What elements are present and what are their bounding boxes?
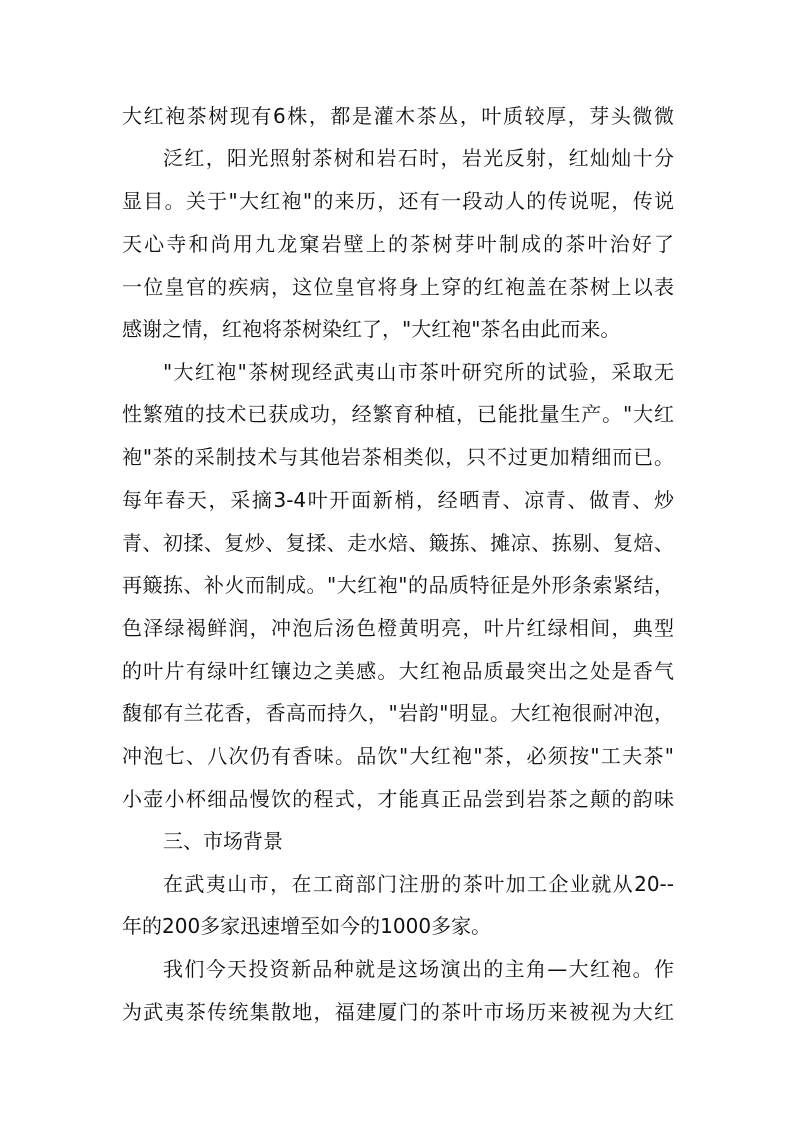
text-line: 袍"茶的采制技术与其他岩茶相类似，只不过更加精细而已。 [122,445,674,469]
text-line: 性繁殖的技术已获成功，经繁育种植，已能批量生产。"大红 [122,402,674,426]
text-line: 感谢之情，红袍将茶树染红了，"大红袍"茶名由此而来。 [122,317,621,341]
text-line: 馥郁有兰花香，香高而持久，"岩韵"明显。大红袍很耐冲泡， [122,701,674,725]
text-line: 每年春天，采摘3-4叶开面新梢，经晒青、凉青、做青、炒 [122,488,674,512]
text-line: "大红袍"茶树现经武夷山市茶叶研究所的试验，采取无 [163,360,674,384]
text-line: 一位皇官的疾病，这位皇官将身上穿的红袍盖在茶树上以表 [122,275,674,299]
text-line: 色泽绿褐鲜润，冲泡后汤色橙黄明亮，叶片红绿相间，典型 [122,616,674,640]
text-line: 大红袍茶树现有6株，都是灌木茶丛，叶质较厚，芽头微微 [122,104,674,128]
text-line: 为武夷茶传统集散地，福建厦门的茶叶市场历来被视为大红 [122,1000,674,1024]
text-line: 我们今天投资新品种就是这场演出的主角—大红袍。作 [163,957,674,981]
text-line: 显目。关于"大红袍"的来历，还有一段动人的传说呢，传说 [122,189,674,213]
section-heading: 三、市场背景 [163,829,283,853]
text-line: 天心寺和尚用九龙窠岩壁上的茶树芽叶制成的茶叶治好了 [122,232,674,256]
text-line: 冲泡七、八次仍有香味。品饮"大红袍"茶，必须按"工夫茶" [122,744,674,768]
text-line: 青、初揉、复炒、复揉、走水焙、簸拣、摊凉、拣剔、复焙、 [122,531,674,555]
text-line: 再簸拣、补火而制成。"大红袍"的品质特征是外形条索紧结， [122,573,674,597]
text-line: 在武夷山市，在工商部门注册的茶叶加工企业就从20-- [163,872,674,896]
text-line: 泛红，阳光照射茶树和岩石时，岩光反射，红灿灿十分 [163,146,674,170]
text-line: 小壶小杯细品慢饮的程式，才能真正品尝到岩茶之颠的韵味 [122,787,674,811]
text-line: 的叶片有绿叶红镶边之美感。大红袍品质最突出之处是香气 [122,659,674,683]
text-line: 年的200多家迅速增至如今的1000多家。 [122,914,492,938]
